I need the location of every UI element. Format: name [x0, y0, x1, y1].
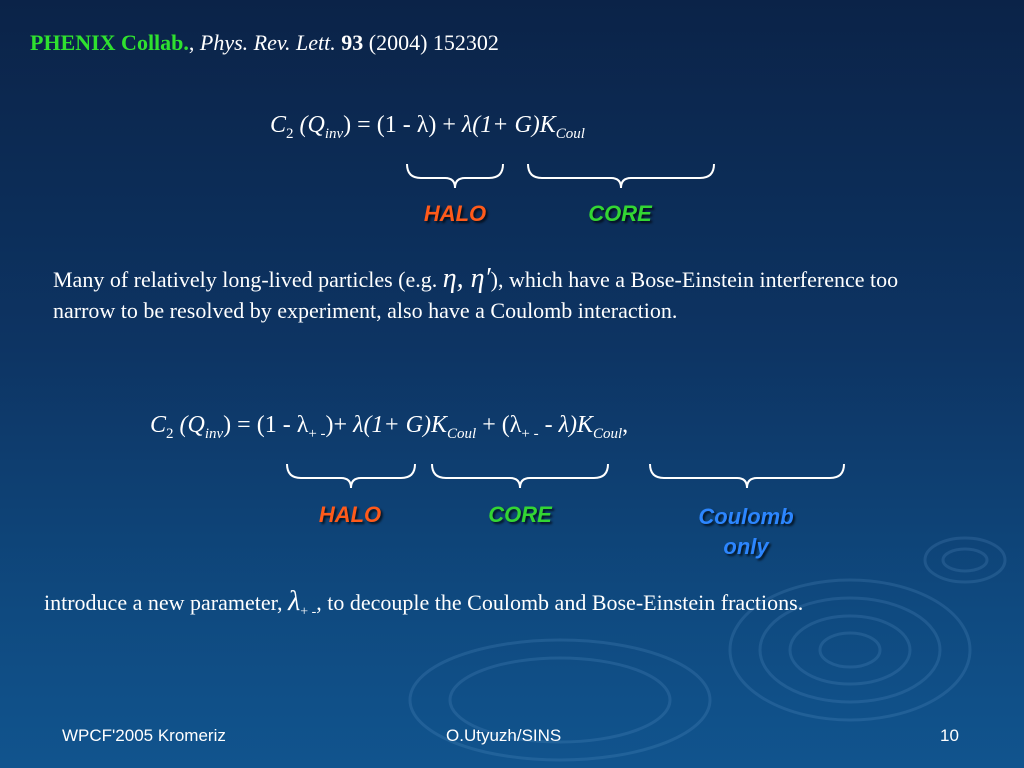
core-label-1: CORE — [588, 201, 652, 226]
lambda-symbol: λ — [288, 586, 301, 617]
eq2-coul-sub-1: Coul — [447, 425, 477, 442]
eq1-halo-term: (1 - λ) — [376, 112, 437, 138]
paragraph-2-text-start: introduce a new parameter, — [44, 590, 283, 615]
eq2-halo-sub: + - — [308, 425, 326, 442]
eq2-coul-open: + (λ — [482, 412, 522, 438]
eq1-lhs-q: (Q — [299, 112, 325, 138]
journal-name: Phys. Rev. Lett. — [199, 30, 336, 55]
coulomb-label-line1: Coulomb — [698, 504, 794, 529]
halo-label-1: HALO — [423, 201, 487, 226]
halo-brace-2 — [285, 460, 417, 492]
paragraph-1-text-start: Many of relatively long-lived particles (e.g. — [53, 267, 438, 292]
footer-page-number: 10 — [940, 726, 959, 745]
paragraph-2 — [44, 586, 964, 627]
eq2-lhs-inv: inv — [204, 425, 224, 442]
eq2-lhs-c: C — [150, 412, 167, 438]
eq2-coul-pm: + - — [521, 425, 539, 442]
eq2-comma: , — [622, 412, 629, 438]
footer-conference: WPCF'2005 Kromeriz — [62, 726, 226, 745]
eq2-core-term: λ(1+ G)K — [353, 412, 447, 438]
eq2-coul-mid: - λ)K — [544, 412, 593, 438]
halo-label-2: HALO — [318, 502, 382, 527]
paragraph-1-text-end: ), which have a Bose-Einstein interference too narrow to be resolved by experiment, also have a Coulomb interaction. — [53, 267, 899, 323]
eq1-plus: + — [442, 112, 456, 138]
citation-separator: , — [188, 30, 195, 55]
equation-1 — [270, 112, 585, 143]
journal-volume: 93 — [341, 30, 364, 55]
eq2-coul-sub-2: Coul — [592, 425, 623, 442]
eq1-lhs-sub: 2 — [286, 125, 294, 142]
paragraph-2-text-end: , to decouple the Coulomb and Bose-Einstein fractions. — [316, 590, 804, 615]
coulomb-label-line2: only — [723, 534, 769, 559]
eta-symbols: η, η′ — [442, 263, 491, 294]
lambda-subscript: + - — [300, 604, 317, 620]
paragraph-1 — [53, 263, 953, 326]
equation-2 — [150, 412, 628, 443]
coulomb-only-label — [676, 502, 816, 562]
eq2-lhs-sub: 2 — [166, 425, 174, 442]
collaboration-name: PHENIX Collab. — [30, 30, 189, 55]
core-label-2: CORE — [488, 502, 552, 527]
eq1-lhs-inv: inv — [324, 125, 344, 142]
core-brace-2 — [430, 460, 610, 492]
eq1-lhs-c: C — [270, 112, 287, 138]
eq2-lhs-close: ) = — [223, 412, 251, 438]
citation-header — [30, 30, 499, 56]
footer-author: O.Utyuzh/SINS — [446, 726, 562, 745]
eq1-core-term: λ(1+ G)K — [461, 112, 556, 138]
halo-brace-1 — [405, 160, 505, 192]
citation-year-page: (2004) 152302 — [368, 30, 499, 55]
coulomb-brace — [648, 460, 846, 492]
eq1-lhs-close: ) = — [343, 112, 371, 138]
eq2-halo-open: (1 - λ — [256, 412, 309, 438]
eq2-lhs-q: (Q — [179, 412, 205, 438]
eq1-coul-sub: Coul — [555, 125, 585, 142]
eq2-halo-close: )+ — [325, 412, 348, 438]
core-brace-1 — [526, 160, 716, 192]
